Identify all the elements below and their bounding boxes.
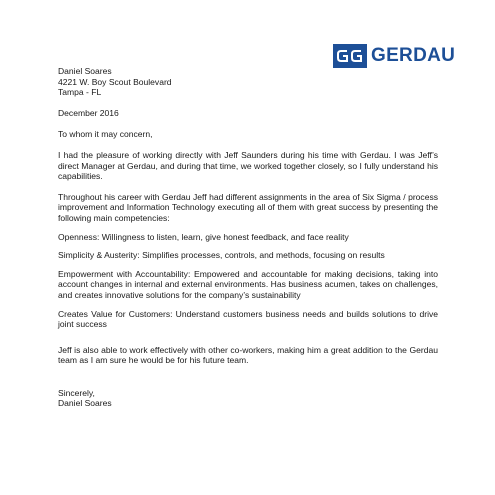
gerdau-logo xyxy=(333,44,455,68)
gerdau-gg-logo-icon xyxy=(333,44,367,68)
intro-paragraph: I had the pleasure of working directly with Jeff Saunders during his time with Gerdau. I was Jeff’s direct Manager at Gerdau, and during that time, we worked together closely, so I fully understand his capabilities. xyxy=(58,149,438,182)
competency-item: Empowerment with Accountability: Empowered and accountable for making decisions, taking into account changes in internal and external environments. Has business acumen, takes on challenges, and creates innovative solutions for the company’s sustainability xyxy=(58,268,438,300)
closing-word: Sincerely, xyxy=(58,387,95,398)
letter-body xyxy=(58,66,438,409)
sender-address xyxy=(58,66,438,98)
logo-wordmark: GERDAU xyxy=(371,45,456,66)
letter-date: December 2016 xyxy=(58,108,119,119)
competency-item: Simplicity & Austerity: Simplifies processes, controls, and methods, focusing on results xyxy=(58,250,385,261)
sender-street: 4221 W. Boy Scout Boulevard xyxy=(58,76,172,87)
competency-item: Creates Value for Customers: Understand customers business needs and builds solutions to drive joint success xyxy=(58,308,438,330)
closing-paragraph: Jeff is also able to work effectively with other co-workers, making him a great addition to the Gerdau team as I am sure he would be for his future team. xyxy=(58,344,438,366)
signoff xyxy=(58,388,438,409)
sender-name: Daniel Soares xyxy=(58,66,112,76)
competency-item: Openness: Willingness to listen, learn, give honest feedback, and face reality xyxy=(58,231,349,242)
signature-name: Daniel Soares xyxy=(58,398,112,409)
sender-city: Tampa - FL xyxy=(58,87,102,98)
career-paragraph: Throughout his career with Gerdau Jeff had different assignments in the area of Six Sigma / process improvement and Information Technology executing all of them with great success by presenting the following main competencies: xyxy=(58,191,438,223)
greeting: To whom it may concern, xyxy=(58,129,153,140)
